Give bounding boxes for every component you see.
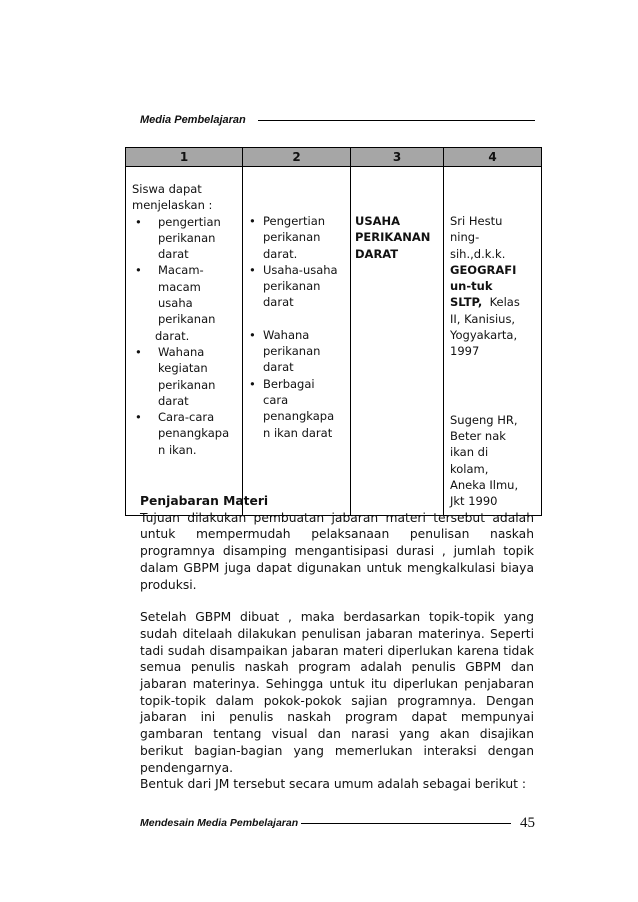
header-title: Media Pembelajaran: [140, 114, 246, 126]
cell-topics: [243, 167, 351, 516]
paragraph: Bentuk dari JM tersebut secara umum adalah sebagai berikut :: [140, 777, 527, 792]
col-header-4: 4: [444, 148, 542, 167]
reference-2: Sugeng HR, Beter nak ikan di kolam, Aneka Ilmu, Jkt 1990: [450, 412, 519, 509]
section-penjabaran-materi: [140, 493, 534, 793]
list-item: • Cara-cara penangkapa n ikan.: [132, 409, 238, 458]
list-item: • Usaha-usaha perikanan darat: [247, 262, 346, 311]
list-item: • Wahana kegiatan perikanan darat: [132, 344, 238, 409]
col-header-3: 3: [351, 148, 444, 167]
list-item: • Berbagai cara penangkapa n ikan darat: [247, 376, 346, 441]
paragraph: Setelah GBPM dibuat , maka berdasarkan topik-topik yang sudah ditelaah dilakukan penulisan jabaran materinya. Seperti tadi sudah disampaikan jabaran materi diperlukan karena tidak semua penulis naskah program adalah penulis GBPM dan jabaran materinya. Sehingga untuk itu diperlukan penjabaran topik-topik dalam pokok-pokok sajian programnya. Dengan jabaran ini penulis naskah program dapat mempunyai gambaran tentang visual dan narasi yang akan disajikan berikut bagian-bagian yang memerlukan interaksi dengan pendengarnya.: [140, 610, 534, 775]
list-item: • Wahana perikanan darat: [247, 327, 346, 376]
table-row: [126, 167, 542, 516]
list-item: • pengertian perikanan darat: [132, 214, 238, 263]
cell-references: [444, 167, 542, 516]
cell-subject: USAHA PERIKANAN DARAT: [351, 167, 444, 516]
footer-rule: [301, 823, 511, 824]
cell-objectives: [126, 167, 243, 516]
reference-1: Sri Hestu ning- sih.,d.k.k. GEOGRAFI un-tuk SLTP, Kelas II, Kanisius, Yogyakarta, 1997: [450, 214, 520, 359]
list-item: • Macam- macam usaha perikanan darat.: [132, 262, 238, 343]
running-footer: [140, 812, 535, 832]
running-header: [140, 113, 535, 127]
objective-list: [132, 214, 238, 458]
table-header-row: [126, 148, 542, 167]
list-item: • Pengertian perikanan darat.: [247, 213, 346, 262]
header-rule: [258, 120, 535, 121]
objective-intro: Siswa dapat menjelaskan :: [132, 182, 213, 213]
content-table: [125, 147, 542, 516]
col-header-1: 1: [126, 148, 243, 167]
topic-list: [247, 213, 346, 441]
paragraph: Tujuan dilakukan pembuatan jabaran materi tersebut adalah untuk mempermudah pelaksanaan penulisan naskah programnya disamping mengantisipasi durasi , jumlah topik dalam GBPM juga dapat digunakan untuk mengkalkulasi biaya produksi.: [140, 510, 534, 592]
section-heading: Penjabaran Materi: [140, 494, 269, 508]
col-header-2: 2: [243, 148, 351, 167]
footer-title: Mendesain Media Pembelajaran: [140, 817, 299, 829]
page-number: 45: [520, 815, 535, 831]
